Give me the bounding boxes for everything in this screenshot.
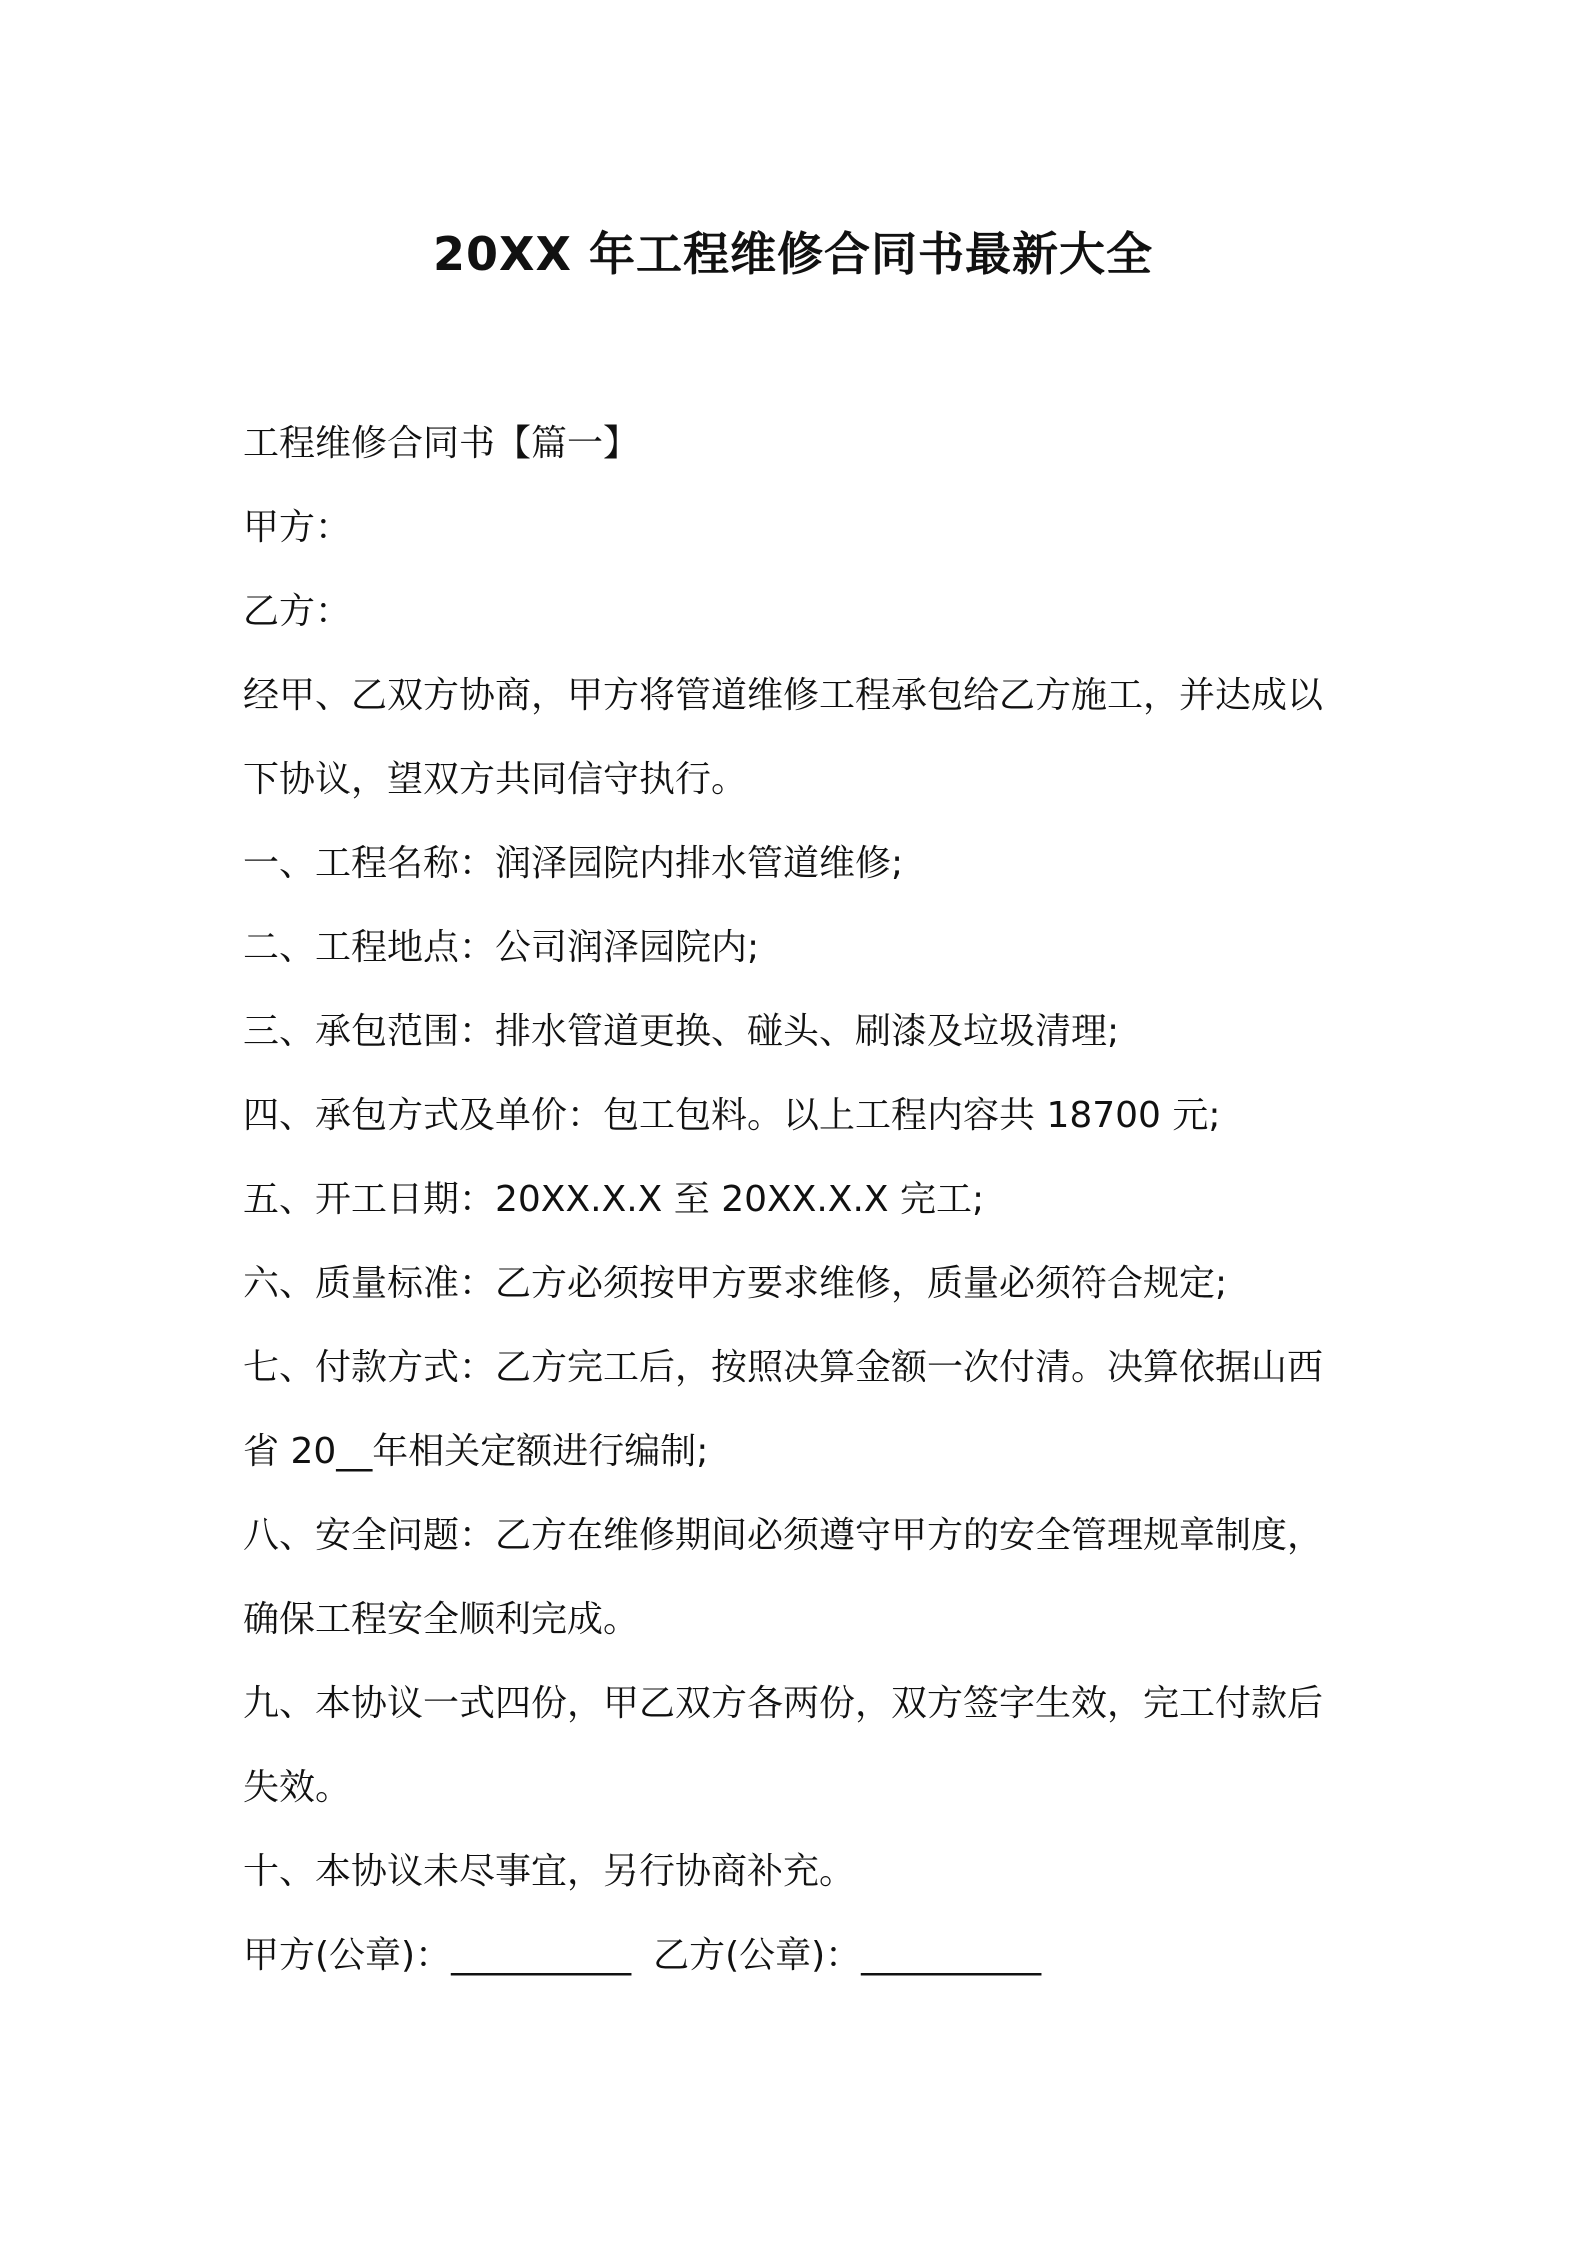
clause-6: 六、质量标准：乙方必须按甲方要求维修，质量必须符合规定; xyxy=(243,1263,1228,1304)
party-b-line: 乙方： xyxy=(243,591,352,632)
clause-9-line-2: 失效。 xyxy=(243,1767,352,1808)
signature-party-b: 乙方(公章)：__________ xyxy=(653,1935,1042,1976)
signature-party-a: 甲方(公章)：__________ xyxy=(243,1935,632,1976)
clause-10: 十、本协议未尽事宜，另行协商补充。 xyxy=(243,1851,856,1892)
clause-3: 三、承包范围：排水管道更换、碰头、刷漆及垃圾清理; xyxy=(243,1011,1120,1052)
document-body xyxy=(243,402,1363,1998)
section-heading: 工程维修合同书【篇一】 xyxy=(243,423,640,464)
intro-line-2: 下协议，望双方共同信守执行。 xyxy=(243,759,748,800)
document-title: 20XX 年工程维修合同书最新大全 xyxy=(433,227,1153,281)
clause-7-line-1: 七、付款方式：乙方完工后，按照决算金额一次付清。决算依据山西 xyxy=(243,1347,1324,1388)
clause-5: 五、开工日期：20XX.X.X 至 20XX.X.X 完工; xyxy=(243,1179,985,1220)
clause-2: 二、工程地点：公司润泽园院内; xyxy=(243,927,760,968)
clause-4: 四、承包方式及单价：包工包料。以上工程内容共 18700 元; xyxy=(243,1095,1221,1136)
party-a-line: 甲方： xyxy=(243,507,352,548)
clause-7-line-2: 省 20__年相关定额进行编制; xyxy=(243,1431,709,1472)
clause-9-line-1: 九、本协议一式四份，甲乙双方各两份，双方签字生效，完工付款后 xyxy=(243,1683,1324,1724)
intro-line-1: 经甲、乙双方协商，甲方将管道维修工程承包给乙方施工，并达成以 xyxy=(243,675,1324,716)
clause-8-line-1: 八、安全问题：乙方在维修期间必须遵守甲方的安全管理规章制度， xyxy=(243,1515,1324,1556)
clause-8-line-2: 确保工程安全顺利完成。 xyxy=(243,1599,640,1640)
clause-1: 一、工程名称：润泽园院内排水管道维修; xyxy=(243,843,904,884)
signature-row xyxy=(243,1914,1363,1998)
